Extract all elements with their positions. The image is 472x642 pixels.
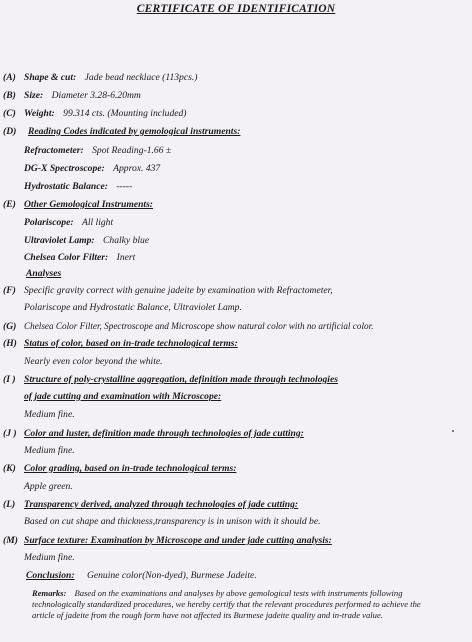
hydrostatic-row — [24, 181, 132, 192]
polariscope-row — [24, 217, 113, 228]
speck-mark — [452, 430, 454, 432]
conclusion-row — [26, 570, 257, 581]
uv-lamp-label: Ultraviolet Lamp: — [24, 235, 95, 246]
polariscope-label: Polariscope: — [24, 217, 74, 228]
conclusion-label: Conclusion: — [26, 570, 75, 581]
shape-cut-label: Shape & cut: — [24, 72, 77, 83]
color-luster-value: Medium fine. — [24, 445, 75, 456]
size-row — [24, 90, 141, 101]
item-letter-d: (D) — [3, 126, 17, 137]
specific-gravity-line-2: Polariscope and Hydrostatic Balance, Ultraviolet Lamp. — [24, 302, 242, 313]
spectroscope-label: DG-X Spectroscope: — [24, 163, 105, 174]
item-letter-f: (F) — [3, 285, 16, 296]
item-letter-g: (G) — [3, 321, 17, 332]
weight-row — [24, 108, 187, 119]
chelsea-filter-value: Inert — [116, 252, 136, 263]
surface-texture-heading: Surface texture: Examination by Microscope and under jade cutting analysis: — [24, 535, 332, 546]
certificate-title: CERTIFICATE OF IDENTIFICATION — [136, 3, 336, 15]
item-letter-h: (H) — [3, 338, 17, 349]
remarks-label: Remarks: — [32, 588, 67, 598]
refractometer-row — [24, 145, 171, 156]
chelsea-filter-row — [24, 252, 135, 263]
hydrostatic-value: ----- — [116, 181, 133, 192]
item-letter-l: (L) — [3, 499, 16, 510]
item-letter-c: (C) — [3, 108, 16, 119]
hydrostatic-label: Hydrostatic Balance: — [24, 181, 108, 192]
polariscope-value: All light — [81, 217, 114, 228]
shape-cut-value: Jade bead necklace (113pcs.) — [84, 72, 198, 83]
item-letter-e: (E) — [3, 199, 16, 210]
item-letter-k: (K) — [3, 463, 16, 474]
transparency-value: Based on cut shape and thickness,transparency is in unison with it should be. — [24, 516, 321, 527]
conclusion-value: Genuine color(Non-dyed), Burmese Jadeite. — [86, 570, 257, 581]
structure-value: Medium fine. — [24, 409, 75, 420]
structure-heading-line-1: Structure of poly-crystalline aggregation, definition made through technologies — [24, 374, 338, 385]
refractometer-value: Spot Reading-1.66 ± — [92, 145, 172, 156]
structure-heading-line-2: of jade cutting and examination with Microscope: — [24, 391, 222, 402]
item-letter-i: (I ) — [3, 374, 16, 385]
other-instruments-heading: Other Gemological Instruments: — [24, 199, 153, 210]
color-grading-value: Apple green. — [24, 481, 73, 492]
shape-cut-row — [24, 72, 197, 83]
color-grading-heading: Color grading, based on in-trade technological terms: — [24, 463, 237, 474]
remarks-block — [32, 588, 444, 621]
item-letter-m: (M) — [3, 535, 18, 546]
chelsea-filter-label: Chelsea Color Filter: — [24, 252, 109, 263]
remarks-text: Based on the examinations and analyses by above gemological tests with instruments following technologically standardized procedures, we hereby certify that the relevant procedures performed to achieve the article of jadeite from the rough form have not affected its Burmese jadeite quality and in-trade value. — [32, 588, 421, 620]
color-luster-heading: Color and luster, definition made through technologies of jade cutting: — [24, 428, 304, 439]
size-label: Size: — [24, 90, 44, 101]
spectroscope-row — [24, 163, 160, 174]
status-of-color-heading: Status of color, based on in-trade technological terms: — [24, 338, 238, 349]
refractometer-label: Refractometer: — [24, 145, 84, 156]
uv-lamp-row — [24, 235, 149, 246]
item-letter-b: (B) — [3, 90, 16, 101]
surface-texture-value: Medium fine. — [24, 552, 75, 563]
weight-label: Weight: — [24, 108, 55, 119]
spectroscope-value: Approx. 437 — [113, 163, 161, 174]
uv-lamp-value: Chalky blue — [103, 235, 150, 246]
specific-gravity-line-1: Specific gravity correct with genuine jadeite by examination with Refractometer, — [24, 285, 333, 296]
weight-value: 99.314 cts. (Mounting included) — [63, 108, 187, 119]
transparency-heading: Transparency derived, analyzed through technologies of jade cutting: — [24, 499, 299, 510]
natural-color-statement: Chelsea Color Filter, Spectroscope and Microscope show natural color with no artificial color. — [24, 321, 374, 331]
reading-codes-heading: Reading Codes indicated by gemological instruments: — [28, 126, 241, 137]
item-letter-j: (J ) — [3, 428, 17, 439]
analyses-heading: Analyses — [26, 268, 62, 279]
size-value: Diameter 3.28-6.20mm — [51, 90, 141, 101]
status-of-color-value: Nearly even color beyond the white. — [24, 356, 163, 367]
item-letter-a: (A) — [3, 72, 16, 83]
